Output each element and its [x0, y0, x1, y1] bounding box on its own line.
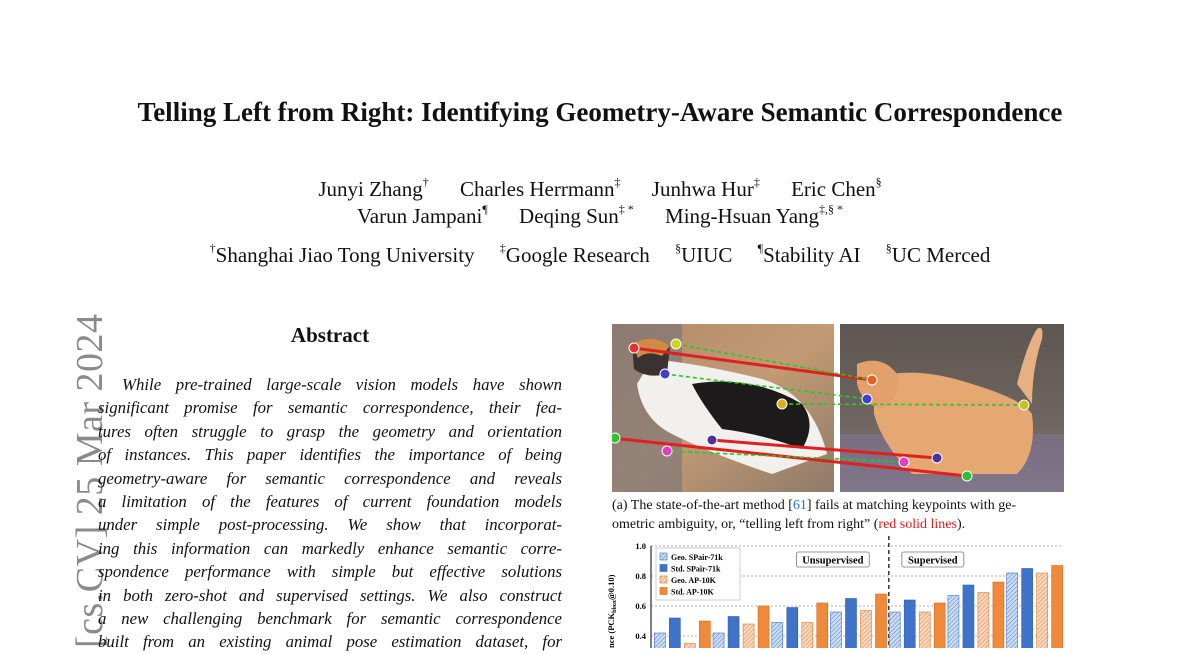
bar	[654, 633, 665, 648]
abstract-line: of instances. This paper identifies the importance of being	[98, 445, 562, 465]
arxiv-id-text: [cs.CV] 25 Mar 2024	[69, 313, 111, 648]
abstract-line: in both zero-shot and supervised settings. We also construct	[98, 585, 562, 605]
legend-swatch	[660, 565, 667, 572]
bar	[846, 599, 857, 649]
author: Ming-Hsuan Yang‡,§ *	[665, 202, 844, 228]
bar	[699, 621, 710, 648]
bar	[1007, 573, 1018, 648]
author: Eric Chen§	[791, 175, 882, 201]
y-axis-label: nce $(PCK_{bbox}@0.10)$	[606, 574, 618, 648]
y-tick-label: 1.0	[635, 541, 646, 551]
legend-swatch	[660, 553, 667, 560]
region-label: Unsupervised	[802, 555, 864, 567]
abstract-line: ing this information can markedly enhance semantic corre-	[98, 538, 562, 558]
legend-label: Geo. SPair-71k	[671, 553, 723, 562]
region-label: Supervised	[908, 555, 958, 567]
paper-title: Telling Left from Right: Identifying Geometry-Aware Semantic Correspondence	[137, 97, 1063, 127]
bar	[817, 603, 828, 648]
bar	[758, 606, 769, 648]
abstract-heading: Abstract	[290, 323, 370, 347]
y-tick-label: 0.6	[635, 601, 646, 611]
author: Deqing Sun‡ *	[519, 202, 634, 228]
bar	[948, 596, 959, 649]
abstract-line: a limitation of the features of current foundation models	[98, 492, 562, 512]
bar	[993, 582, 1004, 648]
bar	[876, 594, 887, 648]
abstract-line: built from an existing animal pose estimation dataset, for	[98, 632, 562, 652]
abstract-line: geometry-aware for semantic correspondence and reveals	[98, 468, 562, 488]
author: Junhwa Hur‡	[651, 175, 760, 201]
authors-row-2	[0, 204, 1200, 229]
affiliation: ‡Google Research	[499, 241, 650, 267]
bar	[919, 612, 930, 648]
bar	[772, 623, 783, 649]
abstract-body	[98, 373, 562, 654]
teaser-figure	[612, 324, 1064, 492]
affiliation: §UC Merced	[885, 241, 991, 267]
author: Charles Herrmann‡	[459, 175, 621, 201]
bar	[978, 593, 989, 649]
bar	[1052, 566, 1063, 649]
citation-link[interactable]: 61	[792, 498, 807, 513]
author: Varun Jampani¶	[356, 202, 488, 228]
bar	[713, 633, 724, 648]
legend-label: Std. AP-10K	[671, 587, 714, 597]
bar	[743, 624, 754, 648]
y-tick-label: 0.8	[635, 571, 646, 581]
bar	[904, 600, 915, 648]
figure-caption: (a) The state-of-the-art method [61] fails at matching keypoints with ge- ometric ambiguity, or, “telling left from right” (red solid lines).	[612, 498, 1017, 532]
legend-swatch	[660, 588, 667, 595]
bar	[669, 618, 680, 648]
bar	[728, 617, 739, 649]
abstract-line: significant promise for semantic correspondence, their fea-	[98, 398, 562, 418]
abstract-line: under simple post-processing. We show that incorporat-	[98, 515, 562, 535]
abstract-line: spondence performance with simple but effective solutions	[98, 562, 562, 582]
legend-label: Std. SPair-71k	[671, 564, 721, 574]
affiliations	[0, 243, 1200, 268]
bar	[934, 603, 945, 648]
bar	[1037, 573, 1048, 648]
bar	[684, 644, 695, 649]
affiliation: †Shanghai Jiao Tong University	[209, 241, 475, 267]
bar	[787, 608, 798, 649]
affiliation: §UIUC	[675, 241, 733, 267]
abstract-line: While pre-trained large-scale vision models have shown	[122, 375, 562, 394]
bar	[963, 585, 974, 648]
pck-bar-chart	[596, 536, 1066, 648]
arxiv-id-stamp	[26, 300, 111, 648]
affiliation: ¶Stability AI	[757, 241, 861, 267]
bar	[861, 611, 872, 649]
bar	[831, 612, 842, 648]
bar	[889, 612, 900, 648]
abstract-line: a new challenging benchmark for semantic correspondence	[98, 609, 562, 629]
authors-row-1	[0, 177, 1200, 202]
bar	[1022, 569, 1033, 649]
y-tick-label: 0.4	[635, 631, 646, 641]
bar	[802, 623, 813, 649]
legend-label: Geo. AP-10K	[671, 576, 716, 585]
author: Junyi Zhang†	[318, 175, 429, 201]
legend-swatch	[660, 576, 667, 583]
abstract-line: tures often struggle to grasp the geometry and orientation	[98, 421, 562, 441]
